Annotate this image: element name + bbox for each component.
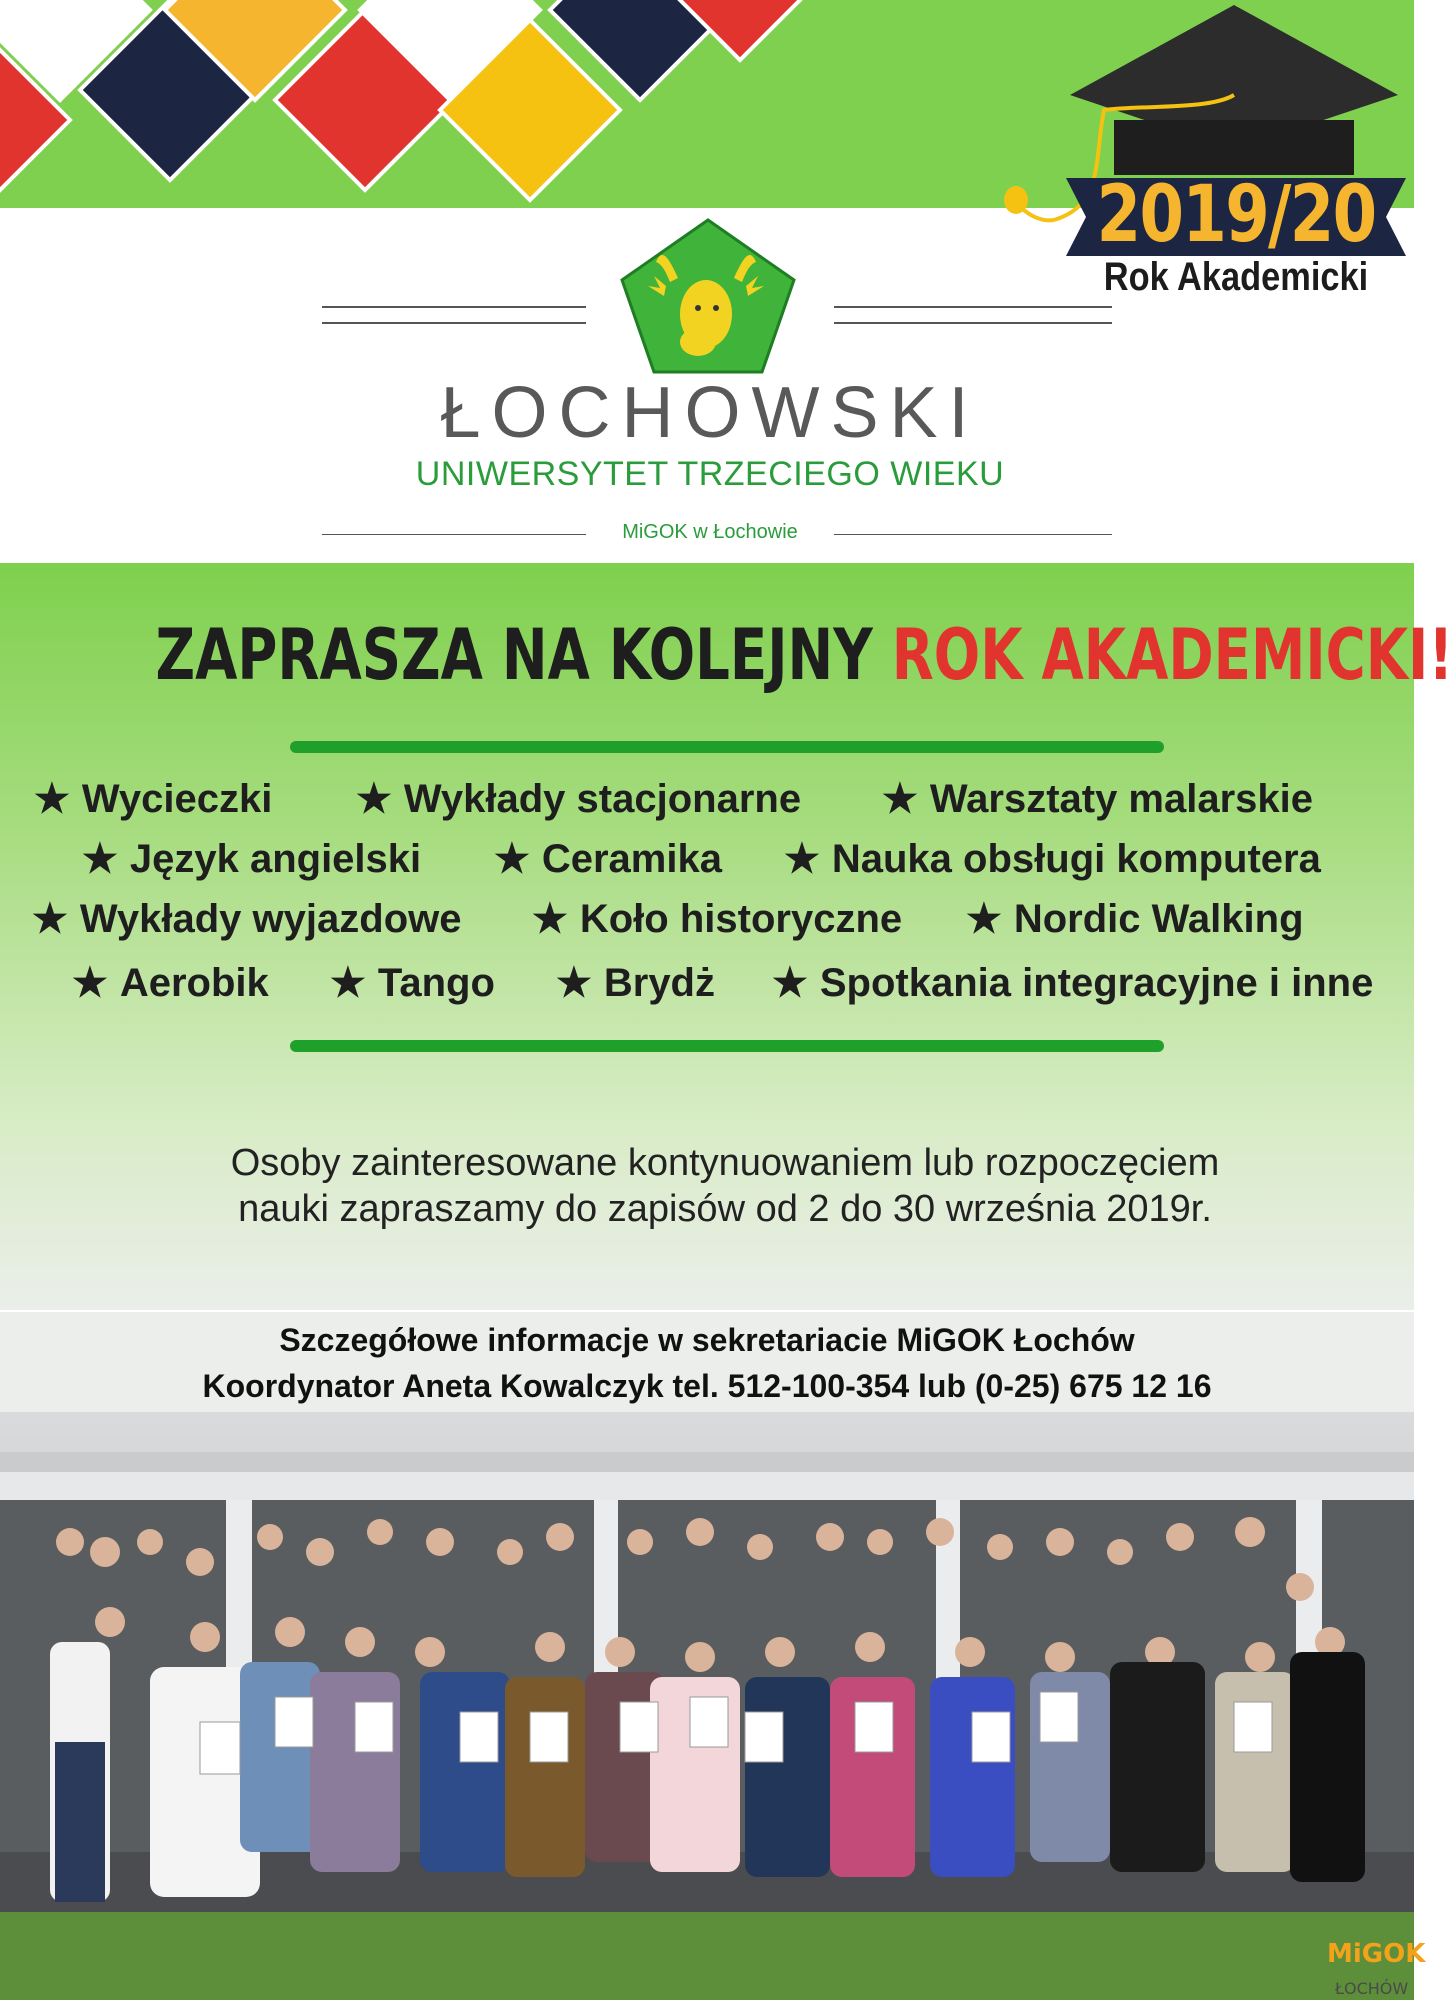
star-icon: ★ bbox=[772, 961, 808, 1005]
activity-item: ★ Brydż bbox=[556, 961, 715, 1005]
green-divider bbox=[290, 1040, 1164, 1052]
activity-item: ★ Aerobik bbox=[72, 961, 269, 1005]
svg-text:ŁOCHÓW: ŁOCHÓW bbox=[1335, 1979, 1409, 1998]
activity-item: ★ Wykłady stacjonarne bbox=[356, 777, 802, 821]
university-subtitle: UNIWERSYTET TRZECIEGO WIEKU bbox=[415, 455, 1005, 493]
group-photo bbox=[0, 1412, 1414, 2000]
star-icon: ★ bbox=[532, 897, 568, 941]
academic-year-label: Rok Akademicki bbox=[1103, 255, 1369, 299]
star-icon: ★ bbox=[32, 897, 68, 941]
activity-item: ★ Wykłady wyjazdowe bbox=[32, 897, 462, 941]
migok-logo-icon bbox=[1325, 1928, 1426, 2000]
activity-item: ★ Warsztaty malarskie bbox=[882, 777, 1314, 821]
activity-item: ★ Język angielski bbox=[82, 837, 422, 881]
star-icon: ★ bbox=[784, 837, 820, 881]
divider bbox=[834, 306, 1112, 308]
headline-part1: ZAPRASZA NA KOLEJNY bbox=[155, 614, 892, 696]
green-divider bbox=[290, 741, 1164, 753]
star-icon: ★ bbox=[494, 837, 530, 881]
activity-item: ★ Nauka obsługi komputera bbox=[784, 837, 1321, 881]
info-line-2: Koordynator Aneta Kowalczyk tel. 512-100-354 lub (0-25) 675 12 16 bbox=[202, 1368, 1212, 1404]
divider bbox=[834, 322, 1112, 324]
divider bbox=[322, 322, 586, 324]
star-icon: ★ bbox=[82, 837, 118, 881]
university-name: ŁOCHOWSKI bbox=[440, 373, 980, 453]
moose-logo-icon bbox=[618, 216, 798, 376]
enrollment-line-2: nauki zapraszamy do zapisów od 2 do 30 września 2019r. bbox=[238, 1188, 1212, 1230]
info-line-1: Szczegółowe informacje w sekretariacie MiGOK Łochów bbox=[279, 1322, 1135, 1358]
activity-item: ★ Wycieczki bbox=[34, 777, 273, 821]
activity-item: ★ Tango bbox=[330, 961, 495, 1005]
divider bbox=[322, 306, 586, 308]
star-icon: ★ bbox=[330, 961, 366, 1005]
star-icon: ★ bbox=[966, 897, 1002, 941]
star-icon: ★ bbox=[556, 961, 592, 1005]
svg-text:MiGOK: MiGOK bbox=[1327, 1939, 1426, 1969]
activity-item: ★ Koło historyczne bbox=[532, 897, 903, 941]
star-icon: ★ bbox=[356, 777, 392, 821]
headline bbox=[155, 614, 1453, 696]
activity-item: ★ Nordic Walking bbox=[966, 897, 1304, 941]
organizer: MiGOK w Łochowie bbox=[622, 521, 798, 543]
headline-part2: ROK AKADEMICKI! bbox=[891, 614, 1453, 696]
enrollment-text bbox=[100, 1140, 1350, 1232]
star-icon: ★ bbox=[72, 961, 108, 1005]
academic-year: 2019/20 bbox=[1096, 170, 1376, 260]
star-icon: ★ bbox=[882, 777, 918, 821]
star-icon: ★ bbox=[34, 777, 70, 821]
activity-item: ★ Spotkania integracyjne i inne bbox=[772, 961, 1374, 1005]
activity-item: ★ Ceramika bbox=[494, 837, 722, 881]
enrollment-line-1: Osoby zainteresowane kontynuowaniem lub rozpoczęciem bbox=[230, 1142, 1220, 1184]
